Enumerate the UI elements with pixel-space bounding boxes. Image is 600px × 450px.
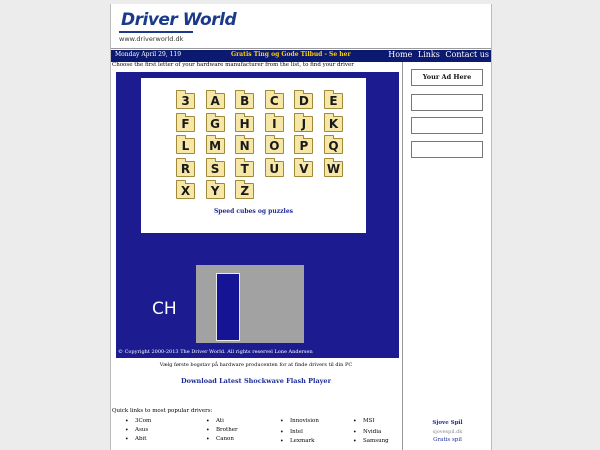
quick-link-brother[interactable]: • Brother <box>216 427 238 433</box>
sjove-spil-link[interactable]: Sjove Spil <box>432 420 463 426</box>
instruction-text: Choose the first letter of your hardware manufacturer from the list, to find your driver <box>112 62 354 68</box>
letter-folder-w[interactable] <box>324 161 343 177</box>
letter-folder-d[interactable] <box>294 93 313 109</box>
disk-shutter <box>196 265 304 343</box>
sjove-spil-url: sjovespil.dk <box>432 429 463 435</box>
ad-slot[interactable] <box>411 141 483 158</box>
site-url: www.driverworld.dk <box>119 35 184 43</box>
letter-folder-y[interactable] <box>206 183 225 199</box>
nav-home-link[interactable]: Home <box>388 50 413 59</box>
letter-label: V <box>299 161 309 176</box>
logo-underline <box>119 31 193 33</box>
disk-label-ch: CH <box>152 299 177 319</box>
nav-contact-link[interactable]: Contact us <box>445 50 489 59</box>
letter-folder-j[interactable] <box>294 116 313 132</box>
page-container <box>110 4 492 450</box>
download-flash-link[interactable]: Download Latest Shockwave Flash Player <box>180 377 331 385</box>
quick-links-title: Quick links to most popular drivers: <box>112 408 213 414</box>
letter-folder-c[interactable] <box>265 93 284 109</box>
letter-label: P <box>299 139 309 153</box>
letter-folder-x[interactable] <box>176 183 195 199</box>
disk-label-paper <box>141 78 366 233</box>
letter-folder-t[interactable] <box>235 161 254 177</box>
speed-cubes-link[interactable]: Speed cubes og puzzles <box>213 208 294 215</box>
quick-link-ati[interactable]: • Ati <box>216 418 224 424</box>
letter-folder-g[interactable] <box>206 116 225 132</box>
letter-folder-v[interactable] <box>294 161 313 177</box>
letter-folder-p[interactable] <box>294 138 313 154</box>
quick-link-samsung[interactable]: • Samsung <box>363 438 389 444</box>
letter-label: O <box>269 139 280 153</box>
letter-label: W <box>326 161 341 176</box>
site-logo[interactable]: Driver World <box>121 10 237 30</box>
letter-label: N <box>239 139 250 153</box>
letter-folder-e[interactable] <box>324 93 343 109</box>
letter-label: S <box>210 161 220 176</box>
floppy-disk-panel <box>116 72 399 358</box>
letter-label: U <box>269 161 280 176</box>
quick-link-lexmark[interactable]: • Lexmark <box>290 438 314 444</box>
quick-link-innovision[interactable]: • Innovision <box>290 418 319 424</box>
letter-label: M <box>209 139 222 153</box>
right-sidebar <box>402 62 492 450</box>
letter-label: Y <box>210 184 220 198</box>
letter-folder-b[interactable] <box>235 93 254 109</box>
ad-label: Your Ad Here <box>422 73 472 81</box>
letter-folder-i[interactable] <box>265 116 284 132</box>
letter-label: T <box>240 161 249 176</box>
quick-link-intel[interactable]: • Intel <box>290 429 303 435</box>
ad-slot[interactable] <box>411 117 483 134</box>
nav-bar <box>111 50 491 62</box>
letter-label: C <box>269 94 279 108</box>
quick-link-msi[interactable]: • MSI <box>363 418 375 424</box>
disk-slot <box>216 273 240 341</box>
letter-label: F <box>181 116 190 131</box>
letter-folder-f[interactable] <box>176 116 195 132</box>
letter-label: I <box>272 116 277 131</box>
quick-link-abit[interactable]: • Abit <box>135 436 146 442</box>
quick-link-nvidia[interactable]: • Nvidia <box>363 429 381 435</box>
letter-label: B <box>240 94 250 108</box>
quick-link-3com[interactable]: • 3Com <box>135 418 151 424</box>
letter-label: J <box>301 116 307 131</box>
nav-links-link[interactable]: Links <box>417 50 440 59</box>
letter-folder-r[interactable] <box>176 161 195 177</box>
letter-label: H <box>239 116 250 131</box>
letter-folder-z[interactable] <box>235 183 254 199</box>
letter-label: X <box>180 184 191 198</box>
site-header <box>111 4 491 49</box>
current-date: Monday April 29, 119 <box>115 51 182 58</box>
copyright-text: © Copyright 2000-2013 The Driver World. All rights reservel Lone Andersen <box>118 349 313 355</box>
letter-label: Z <box>240 184 250 198</box>
letter-folder-m[interactable] <box>206 138 225 154</box>
letter-folder-k[interactable] <box>324 116 343 132</box>
letter-folder-l[interactable] <box>176 138 195 154</box>
letter-folder-n[interactable] <box>235 138 254 154</box>
letter-folder-u[interactable] <box>265 161 284 177</box>
letter-label: A <box>210 94 220 108</box>
quick-link-canon[interactable]: • Canon <box>216 436 234 442</box>
letter-label: Q <box>328 139 339 153</box>
letter-folder-q[interactable] <box>324 138 343 154</box>
letter-folder-a[interactable] <box>206 93 225 109</box>
letter-folder-3[interactable] <box>176 93 195 109</box>
letter-label: E <box>329 94 338 108</box>
nav-links <box>385 50 489 59</box>
letter-label: R <box>180 161 191 176</box>
letter-folder-h[interactable] <box>235 116 254 132</box>
danish-instruction: Vælg første bogstav på hardware producenten for at finde drivers til din PC <box>159 362 353 368</box>
letter-folder-s[interactable] <box>206 161 225 177</box>
promo-link[interactable]: Gratis Ting og Gode Tilbud - Se her <box>231 51 351 58</box>
letter-label: K <box>328 116 339 131</box>
ad-box[interactable] <box>411 69 483 86</box>
ad-slot[interactable] <box>411 94 483 111</box>
letter-folder-o[interactable] <box>265 138 284 154</box>
letter-label: G <box>210 116 221 131</box>
gratis-spil-link[interactable]: Gratis spil <box>433 437 462 443</box>
letter-label: L <box>181 139 190 153</box>
letter-label: 3 <box>181 94 190 108</box>
quick-link-asus[interactable]: • Asus <box>135 427 148 433</box>
letter-label: D <box>298 94 309 108</box>
